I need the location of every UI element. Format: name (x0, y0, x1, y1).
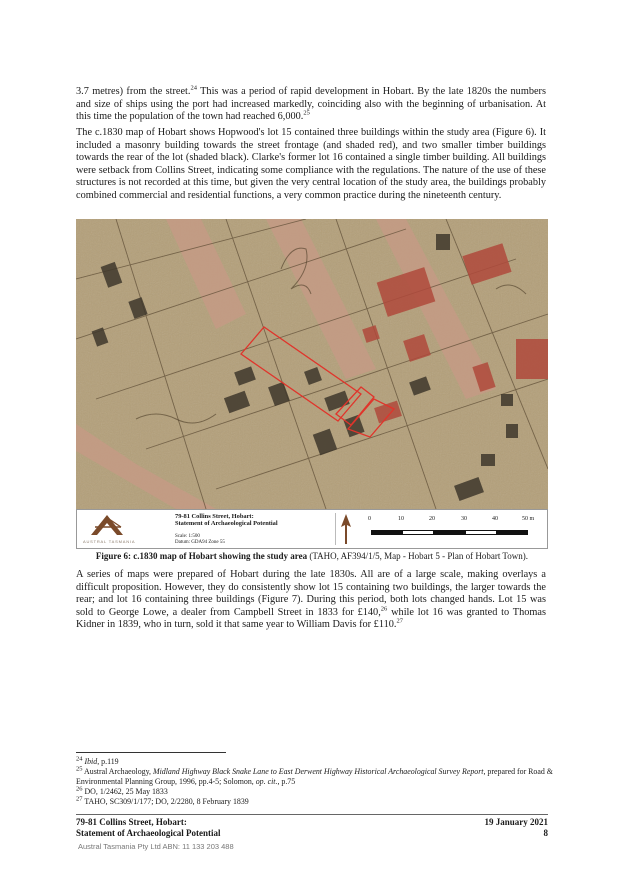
footnote-text: TAHO, SC309/1/177; DO, 2/2280, 8 February 1839 (84, 797, 249, 806)
footnote-ref-26[interactable]: 26 (380, 605, 388, 613)
footnote-number: 26 (76, 785, 83, 793)
footer-page-number: 8 (543, 828, 548, 838)
body-paragraph-3 (76, 569, 546, 632)
footnote-ref-25[interactable]: 25 (303, 109, 310, 117)
footnote-number: 25 (76, 765, 83, 773)
p1-text-b: This was a period of rapid development in Hobart. By the late 1820s the numbers and size of ships using the port had increased markedly, coinciding also with the beginning of urbanisation. At this time the population of the town had reached 6,000. (76, 86, 546, 123)
scale-bar (371, 530, 528, 536)
footnote-separator (76, 752, 226, 753)
footer-company: Austral Tasmania Pty Ltd ABN: 11 133 203 488 (78, 842, 234, 851)
figure-caption (76, 551, 548, 562)
legend-scale: Scale: 1:500 (175, 534, 200, 539)
footnote-number: 24 (76, 755, 83, 763)
footnote-ref-27[interactable]: 27 (396, 617, 403, 625)
footnote-text: Midland Highway Black Snake Lane to East Derwent Highway Historical Archaeological Survey Report (153, 767, 484, 776)
scale-bar-segment (434, 530, 465, 535)
footnote-text: Austral Archaeology, (84, 767, 153, 776)
p1-text-a: 3.7 metres) from the street. (76, 86, 191, 97)
p3-text-a: A series of maps were prepared of Hobart during the late 1830s. All are of a large scale, making overlays a difficult proposition. However, they do consistently show lot 15 containing two buildings, the larger towards the rear; and lot 16 containing three buildings (Figure 7). During this period, both lots changed hands. Lot 15 was sold to George Lowe, a dealer from Campbell Street in 1833 for £140, (76, 569, 546, 618)
footer-doc-title-1: 79-81 Collins Street, Hobart: (76, 817, 187, 827)
footnote-text: Ibid (84, 757, 98, 766)
footnote-text: , p.119 (97, 757, 119, 766)
map-legend (76, 509, 548, 549)
scale-bar-segment (402, 530, 433, 535)
footer-doc-title-2: Statement of Archaeological Potential (76, 828, 221, 838)
footnote (76, 757, 556, 767)
footer-date: 19 January 2021 (484, 817, 548, 827)
footnote-text: DO, 1/2462, 25 May 1833 (84, 787, 168, 796)
footnote-text: , prepared for Road & Environmental Planning Group, 1996, pp.4-5; Solomon, (76, 767, 553, 786)
figure-caption-source: (TAHO, AF394/1/5, Map - Hobart 5 - Plan of Hobart Town). (307, 551, 529, 561)
body-paragraph-2: The c.1830 map of Hobart shows Hopwood's lot 15 contained three buildings within the study area (Figure 6). It included a masonry building towards the street frontage (and shaded red), and two smaller timber buildings towards the rear of the lot (shaded black). Clarke's former lot 16 contained a single timber building. All buildings were setback from Collins Street, indicating some compliance with the regulations. The nature of the use of these structures is not recorded at this time, but given the very central location of the study area, the buildings probably combined commercial and residential functions, a very common practice during the nineteenth century. (76, 127, 546, 201)
legend-title-line-2: Statement of Archaeological Potential (175, 520, 278, 527)
scale-bar-segment (465, 530, 496, 535)
legend-divider (335, 513, 336, 545)
scale-tick-label: 10 (398, 516, 404, 522)
scale-tick-label: 20 (429, 516, 435, 522)
historic-map-figure (76, 219, 548, 509)
footnote-ref-24[interactable]: 24 (190, 84, 197, 92)
footnote-number: 27 (76, 795, 83, 803)
legend-title-line-1: 79-81 Collins Street, Hobart: (175, 513, 254, 520)
footnote (76, 767, 556, 786)
logo-wordmark: AUSTRAL TASMANIA (83, 539, 136, 544)
austral-logo-mark (87, 513, 127, 537)
scale-bar-segment (371, 530, 402, 535)
figure-caption-title: Figure 6: c.1830 map of Hobart showing the study area (95, 551, 308, 561)
scale-tick-label: 40 (492, 516, 498, 522)
footnote (76, 787, 556, 797)
footer-rule (76, 814, 548, 815)
scale-bar-segment (497, 530, 528, 535)
p3-text-b: while lot 16 was granted to Thomas Kidner in 1839, who in turn, sold it that same year to William Davis for £110. (76, 606, 546, 631)
scale-tick-label: 50 m (522, 516, 535, 522)
footnote-text: op. cit. (255, 776, 278, 786)
scale-tick-label: 30 (461, 516, 467, 522)
footnote-text: , p.75 (277, 776, 296, 786)
footnote (76, 797, 556, 807)
north-arrow-icon (339, 513, 353, 545)
body-paragraph-1 (76, 86, 546, 124)
scale-tick-label: 0 (368, 516, 371, 522)
legend-datum: Datum: GDA94 Zone 55 (175, 540, 225, 545)
